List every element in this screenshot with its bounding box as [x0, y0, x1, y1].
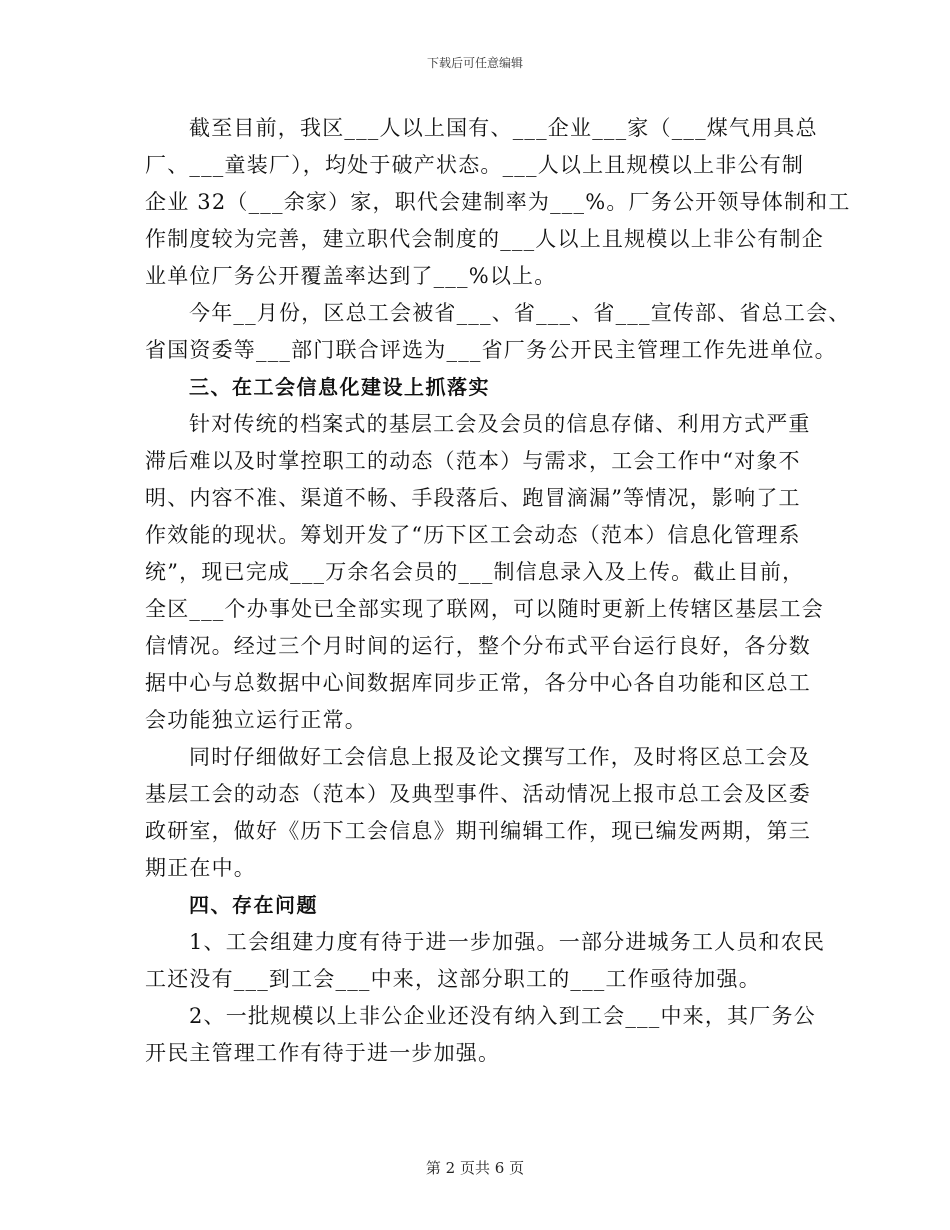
text-line-19: 基层工会的动态（范本）及典型事件、活动情况上报市总工会及区委 — [145, 782, 811, 806]
text-line-25: 2、一批规模以上非公企业还没有纳入到工会___中来，其厂务公 — [189, 1004, 816, 1028]
text-line-11: 明、内容不准、渠道不畅、手段落后、跑冒滴漏”等情况，影响了工 — [145, 486, 801, 510]
text-line-9: 针对传统的档案式的基层工会及会员的信息存储、利用方式严重 — [189, 412, 811, 436]
text-line-17: 会功能独立运行正常。 — [145, 708, 367, 732]
document-body — [145, 110, 851, 1072]
text-line-24: 工还没有___到工会___中来，这部分职工的___工作亟待加强。 — [145, 967, 761, 991]
text-line-12: 作效能的现状。筹划开发了“历下区工会动态（范本）信息化管理系 — [145, 523, 801, 547]
text-line-26: 开民主管理工作有待于进一步加强。 — [145, 1041, 501, 1065]
text-line-6: 今年__月份，区总工会被省___、省___、省___宣传部、省总工会、 — [189, 301, 851, 325]
text-line-15: 信情况。经过三个月时间的运行，整个分布式平台运行良好，各分数 — [145, 634, 811, 658]
text-line-18: 同时仔细做好工会信息上报及论文撰写工作，及时将区总工会及 — [189, 745, 811, 769]
text-line-1: 截至目前，我区___人以上国有、___企业___家（___煤气用具总 — [189, 116, 818, 140]
section-heading-4: 四、存在问题 — [189, 893, 318, 917]
text-line-16: 据中心与总数据中心间数据库同步正常，各分中心各自功能和区总工 — [145, 671, 811, 695]
text-line-4: 作制度较为完善，建立职代会制度的___人以上且规模以上非公有制企 — [145, 227, 824, 251]
text-line-3: 企业 32（___余家）家，职代会建制率为___%。厂务公开领导体制和工 — [145, 190, 851, 214]
section-heading-3: 三、在工会信息化建设上抓落实 — [189, 375, 490, 399]
text-line-5: 业单位厂务公开覆盖率达到了___%以上。 — [145, 264, 557, 288]
text-line-13: 统”，现已完成___万余名会员的___制信息录入及上传。截止目前， — [145, 560, 805, 584]
text-line-7: 省国资委等___部门联合评选为___省厂务公开民主管理工作先进单位。 — [145, 338, 837, 362]
page-number: 第 2 页共 6 页 — [425, 1159, 525, 1177]
text-line-21: 期正在中。 — [145, 856, 256, 880]
text-line-23: 1、工会组建力度有待于进一步加强。一部分进城务工人员和农民 — [189, 930, 826, 954]
text-line-2: 厂、___童装厂），均处于破产状态。___人以上且规模以上非公有制 — [145, 153, 805, 177]
text-line-10: 滞后难以及时掌控职工的动态（范本）与需求，工会工作中“对象不 — [145, 449, 801, 473]
text-line-14: 全区___个办事处已全部实现了联网，可以随时更新上传辖区基层工会 — [145, 597, 824, 621]
text-line-20: 政研室，做好《历下工会信息》期刊编辑工作，现已编发两期，第三 — [145, 819, 811, 843]
page-header: 下载后可任意编辑 — [426, 56, 523, 70]
